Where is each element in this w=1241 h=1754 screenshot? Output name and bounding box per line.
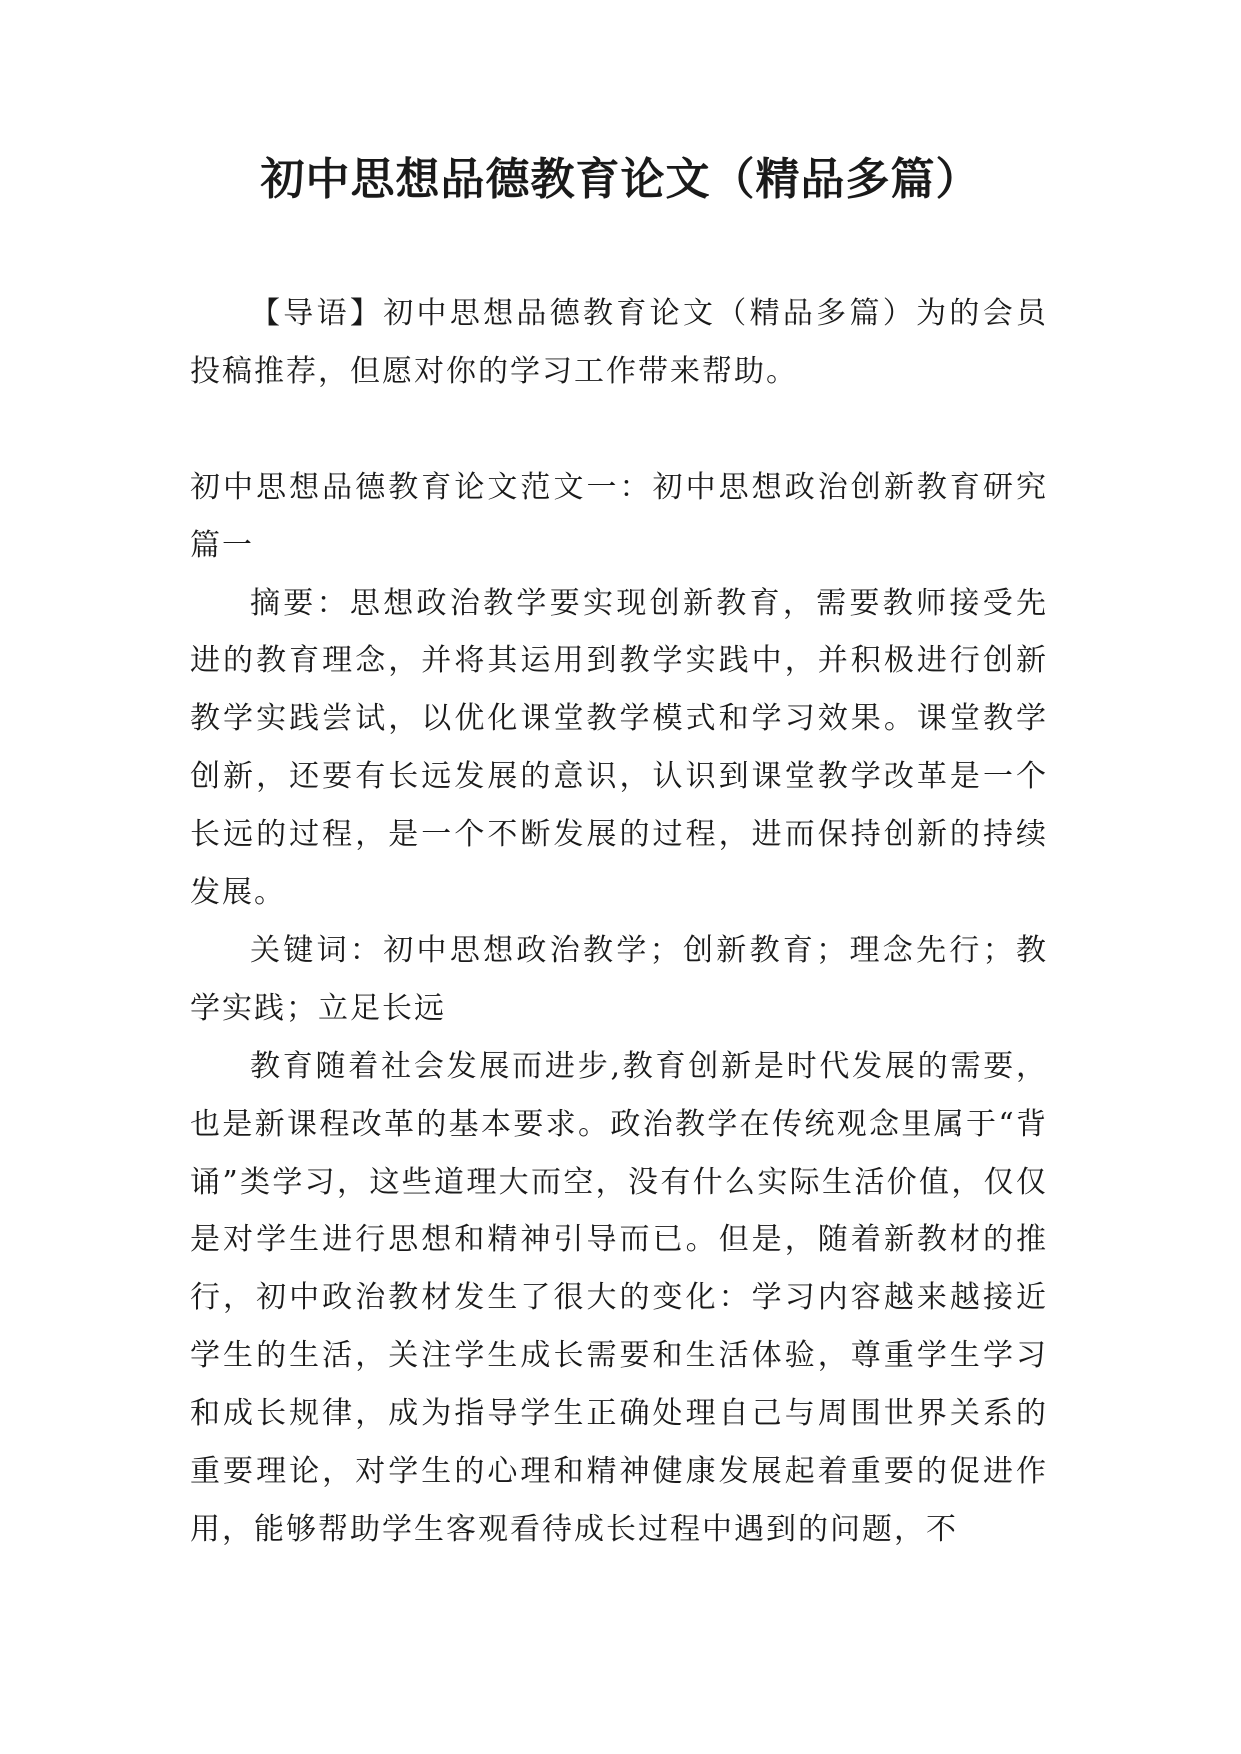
section-heading: 初中思想品德教育论文范文一：初中思想政治创新教育研究篇一: [190, 469, 1048, 563]
document-body: [190, 285, 1048, 1559]
lead-paragraph: 【导语】初中思想品德教育论文（精品多篇）为的会员投稿推荐，但愿对你的学习工作带来帮助。: [190, 296, 1048, 389]
abstract-paragraph: 摘要：思想政治教学要实现创新教育，需要教师接受先进的教育理念，并将其运用到教学实践中，并积极进行创新教学实践尝试，以优化课堂教学模式和学习效果。课堂教学创新，还要有长远发展的意识，认识到课堂教学改革是一个长远的过程，是一个不断发展的过程，进而保持创新的持续发展。: [190, 585, 1048, 911]
body-paragraph: 教育随着社会发展而进步,教育创新是时代发展的需要，也是新课程改革的基本要求。政治教学在传统观念里属于“背诵”类学习，这些道理大而空，没有什么实际生活价值，仅仅是对学生进行思想和精神引导而已。但是，随着新教材的推行，初中政治教材发生了很大的变化：学习内容越来越接近学生的生活，关注学生成长需要和生活体验，尊重学生学习和成长规律，成为指导学生正确处理自己与周围世界关系的重要理论，对学生的心理和精神健康发展起着重要的促进作用，能够帮助学生客观看待成长过程中遇到的问题，不: [190, 1048, 1048, 1548]
document-title: 初中思想品德教育论文（精品多篇）: [260, 154, 981, 205]
keywords-paragraph: 关键词：初中思想政治教学；创新教育；理念先行；教学实践；立足长远: [190, 932, 1048, 1026]
